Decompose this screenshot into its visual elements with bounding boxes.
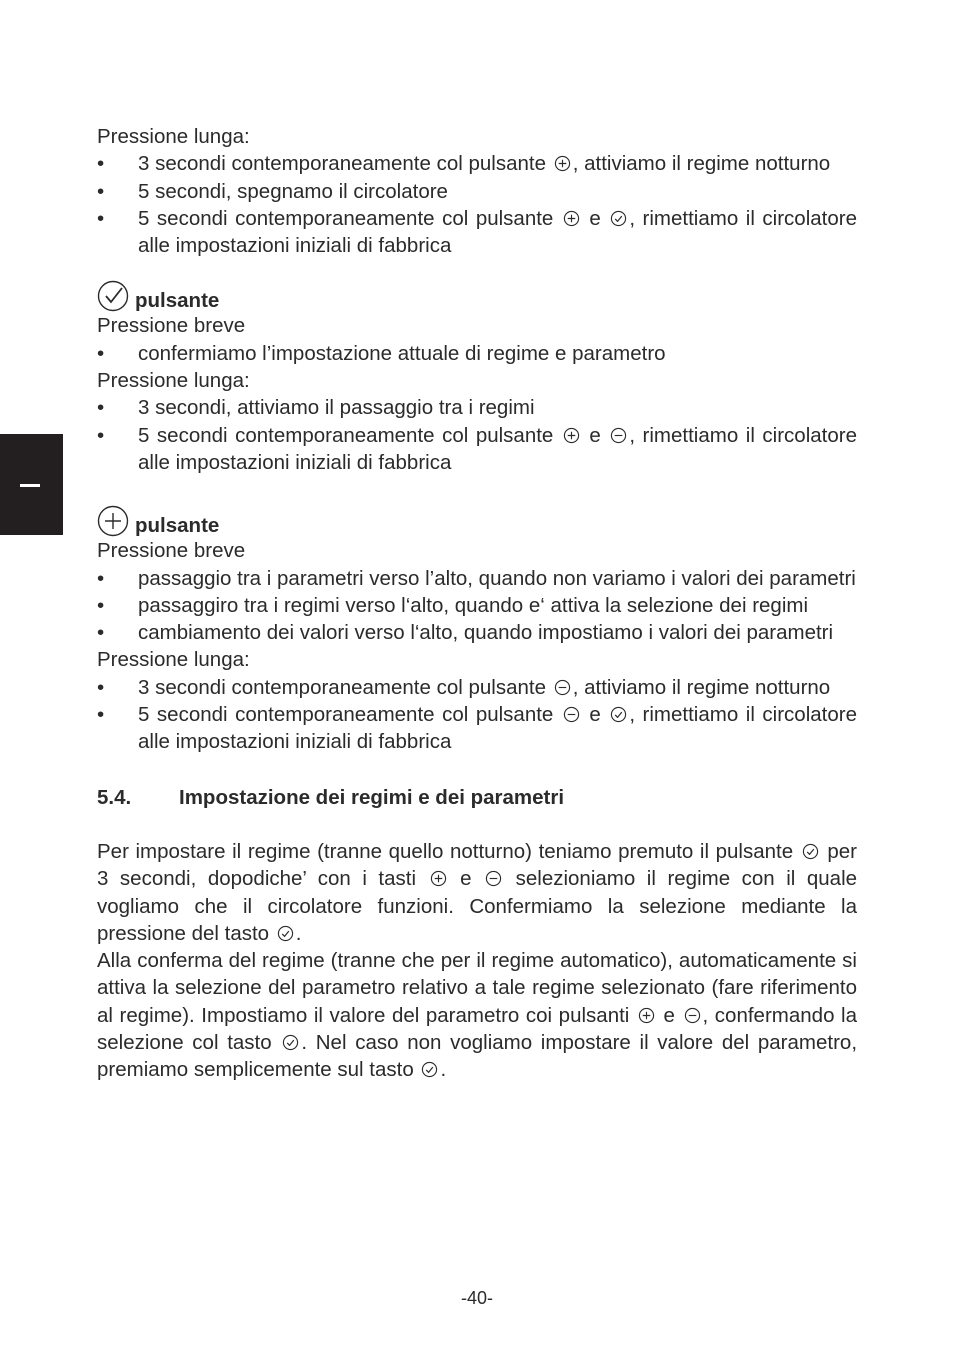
item-text: , attiviamo il regime notturno: [572, 152, 831, 176]
list-item: [97, 619, 857, 646]
list-item: [97, 674, 857, 701]
short-press-label: Pressione breve: [97, 539, 246, 563]
bullet: •: [97, 621, 105, 645]
bullet: •: [97, 593, 105, 617]
conjunction: e: [460, 867, 472, 891]
long-press-label: Pressione lunga:: [97, 125, 250, 148]
check-circle-icon: [610, 210, 627, 227]
plus-circle-icon: [638, 1007, 655, 1024]
text: , confermando la selezione col tasto: [97, 1003, 858, 1055]
check-circle-icon: [97, 280, 129, 312]
long-press-label: Pressione lunga:: [97, 648, 250, 672]
language-tab-mark: [20, 484, 40, 487]
minus-circle-icon: [563, 706, 580, 723]
bullet: •: [97, 206, 105, 230]
plus-circle-icon: [563, 210, 580, 227]
item-text: 5 secondi contemporaneamente col pulsante: [138, 206, 554, 230]
text: selezioniamo il regime con il quale vogliamo che il circolatore funzioni. Confermiamo la selezione mediante la pressione del tasto: [97, 867, 858, 945]
bullet: •: [97, 675, 105, 699]
plus-circle-icon: [97, 505, 129, 537]
list-item: [97, 592, 857, 619]
list-item: [97, 701, 857, 756]
conjunction: e: [589, 703, 601, 727]
check-button-heading: [97, 280, 857, 312]
minus-circle-icon: [684, 1007, 701, 1024]
list-item: [97, 205, 857, 260]
paragraph: [97, 947, 857, 1083]
list-item: [97, 340, 857, 367]
bullet: •: [97, 179, 105, 203]
item-text: 3 secondi, attiviamo il passaggio tra i regimi: [138, 396, 535, 420]
item-text: confermiamo l’impostazione attuale di regime e parametro: [138, 341, 666, 365]
minus-circle-icon: [610, 427, 627, 444]
text: . Nel caso non vogliamo impostare il valore del parametro, premiamo semplicemente sul tasto: [97, 1031, 858, 1082]
conjunction: e: [589, 206, 601, 230]
bullet: •: [97, 423, 105, 447]
bullet: •: [97, 566, 105, 590]
list-item: [97, 565, 857, 592]
check-circle-icon: [277, 925, 294, 942]
item-text: , rimettiamo il circolatore alle impostazioni iniziali di fabbrica: [138, 423, 857, 474]
text: .: [295, 921, 302, 945]
text: .: [440, 1058, 447, 1082]
bullet: •: [97, 396, 105, 420]
list-item: [97, 422, 857, 477]
short-press-label: Pressione breve: [97, 314, 246, 338]
section-title: pulsante: [135, 514, 220, 538]
minus-circle-icon: [485, 870, 502, 887]
item-text: cambiamento dei valori verso l‘alto, quando impostiamo i valori dei parametri: [138, 621, 834, 645]
bullet: •: [97, 703, 105, 727]
long-press-label: Pressione lunga:: [97, 369, 250, 393]
item-text: passaggiro tra i regimi verso l‘alto, quando e‘ attiva la selezione dei regimi: [138, 593, 809, 617]
section-title: Impostazione dei regimi e dei parametri: [179, 785, 565, 809]
item-text: 3 secondi contemporaneamente col pulsante: [138, 152, 546, 176]
check-circle-icon: [282, 1034, 299, 1051]
plus-circle-icon: [554, 155, 571, 172]
minus-circle-icon: [554, 679, 571, 696]
list-item: [97, 150, 857, 177]
section-heading: [97, 784, 857, 811]
item-text: , attiviamo il regime notturno: [572, 675, 831, 699]
text: Alla conferma del regime (tranne che per il regime automatico), automaticamente si attiva la selezione del parametro relativo a tale regime selezionato (fare riferimento al regime). Impostiamo il valore del parametro coi pulsanti: [97, 949, 857, 1027]
check-circle-icon: [610, 706, 627, 723]
item-text: 5 secondi contemporaneamente col pulsante: [138, 703, 554, 727]
plus-circle-icon: [430, 870, 447, 887]
check-circle-icon: [802, 843, 819, 860]
text: Per impostare il regime (tranne quello notturno) teniamo premuto il pulsante: [97, 839, 794, 863]
page-number: -40-: [460, 1288, 493, 1308]
item-text: 5 secondi, spegnamo il circolatore: [138, 179, 448, 203]
conjunction: e: [589, 423, 601, 447]
section-title: pulsante: [135, 289, 220, 313]
check-circle-icon: [421, 1061, 438, 1078]
conjunction: e: [663, 1003, 675, 1027]
item-text: , rimettiamo il circolatore alle impostazioni iniziali di fabbrica: [138, 703, 857, 754]
bullet: •: [97, 152, 105, 176]
plus-circle-icon: [563, 427, 580, 444]
page-content: [97, 123, 857, 1084]
list-item: [97, 178, 857, 205]
item-text: passaggio tra i parametri verso l’alto, quando non variamo i valori dei parametri: [138, 566, 856, 590]
bullet: •: [97, 341, 105, 365]
item-text: 5 secondi contemporaneamente col pulsante: [138, 423, 554, 447]
list-item: [97, 394, 857, 421]
item-text: , rimettiamo il circolatore alle impostazioni iniziali di fabbrica: [138, 206, 857, 258]
item-text: 3 secondi contemporaneamente col pulsante: [138, 675, 546, 699]
section-number: 5.4.: [97, 785, 132, 809]
text: per 3 secondi, dopodiche’ con i tasti: [97, 839, 857, 891]
paragraph: [97, 838, 857, 947]
plus-button-heading: [97, 505, 857, 537]
